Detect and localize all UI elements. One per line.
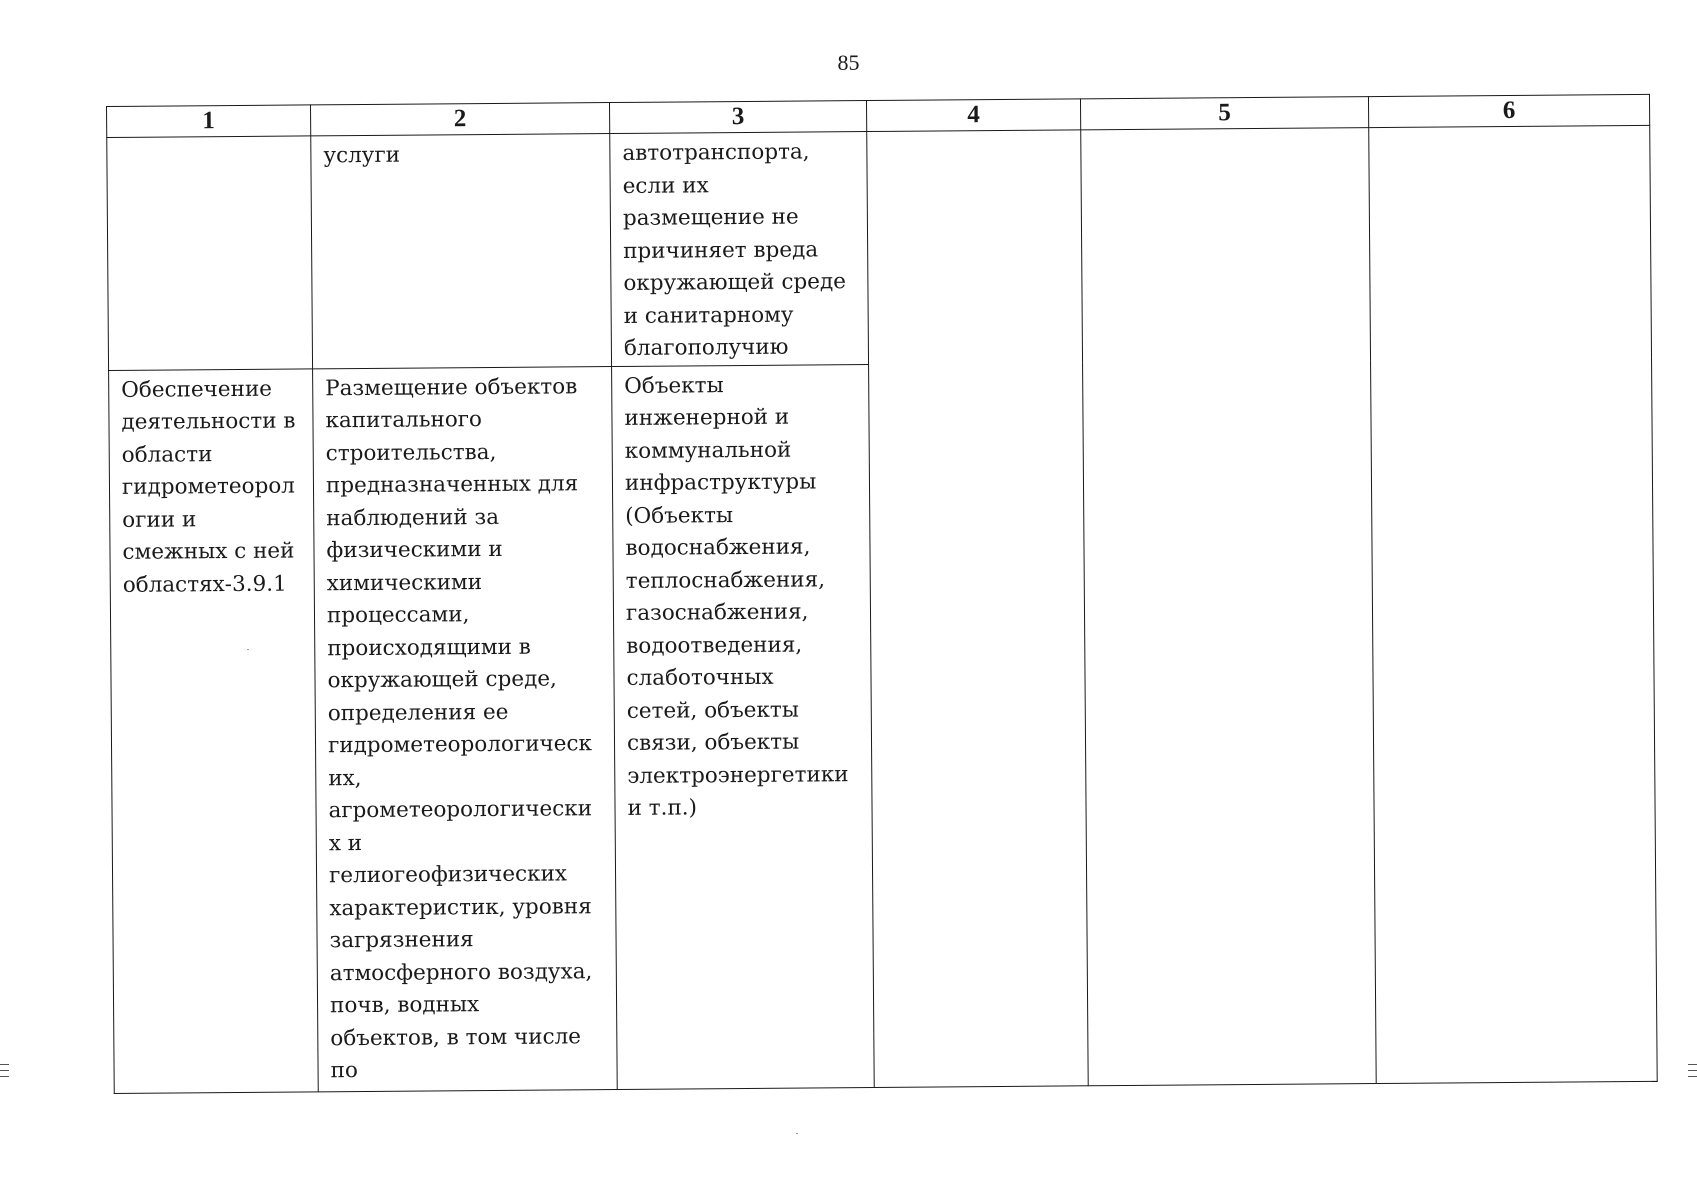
cell-text: Обеспечение деятельности в области гидрометеорол огии и смежных с ней областях-3.9.1 xyxy=(121,376,296,598)
cell-text xyxy=(867,130,1080,136)
cell-text: Размещение объектов капитального строительства, предназначенных для наблюдений за физическими и химическими процессами, происходящими в окружающей среде, определения ее гидрометеорологическ их, агрометеорологически х и гелиогеофизических характеристик, уровня загрязнения атмосферного воздуха, почв, водных объектов, в том числе по xyxy=(325,373,593,1084)
table-cell-col4 xyxy=(867,130,1089,1088)
page-number: 85 xyxy=(837,50,860,75)
column-header-2: 2 xyxy=(310,103,609,136)
table-cell-col5 xyxy=(1081,128,1376,1086)
column-header-1: 1 xyxy=(107,105,311,138)
cell-text: услуги xyxy=(323,142,401,169)
table-cell-permitted-objects xyxy=(610,132,869,367)
table-cell-use-description xyxy=(313,366,618,1092)
cell-text: автотранспорта, если их размещение не причиняет вреда окружающей среде и санитарному благополучию xyxy=(622,139,846,361)
table-cell-use-name xyxy=(109,368,319,1093)
scan-edge-mark xyxy=(1688,1064,1697,1065)
zoning-table xyxy=(106,94,1658,1094)
scan-edge-mark xyxy=(0,1064,9,1065)
scan-edge-mark xyxy=(0,1070,9,1071)
scan-edge-mark xyxy=(1688,1076,1697,1077)
cell-text: Объекты инженерной и коммунальной инфраструктуры (Объекты водоснабжения, теплоснабжения, газоснабжения, водоотведения, слаботочных сетей, объекты связи, объекты электроэнергетики и т.п.) xyxy=(624,372,849,821)
column-header-3: 3 xyxy=(609,101,866,134)
cell-text xyxy=(1369,126,1649,132)
scan-speck xyxy=(796,1133,798,1134)
scan-edge-mark xyxy=(1688,1070,1697,1071)
table-cell-use-name xyxy=(107,136,313,370)
scan-edge-mark xyxy=(0,1076,9,1077)
scan-speck xyxy=(247,649,249,650)
table-cell-permitted-objects xyxy=(612,364,875,1089)
cell-text xyxy=(1081,128,1368,134)
table-cell-use-description xyxy=(311,134,612,369)
column-header-5: 5 xyxy=(1080,97,1368,130)
cell-text xyxy=(107,136,310,142)
column-header-6: 6 xyxy=(1368,94,1649,127)
column-header-4: 4 xyxy=(866,99,1080,132)
table-cell-col6 xyxy=(1369,125,1657,1083)
table-row xyxy=(107,125,1652,370)
